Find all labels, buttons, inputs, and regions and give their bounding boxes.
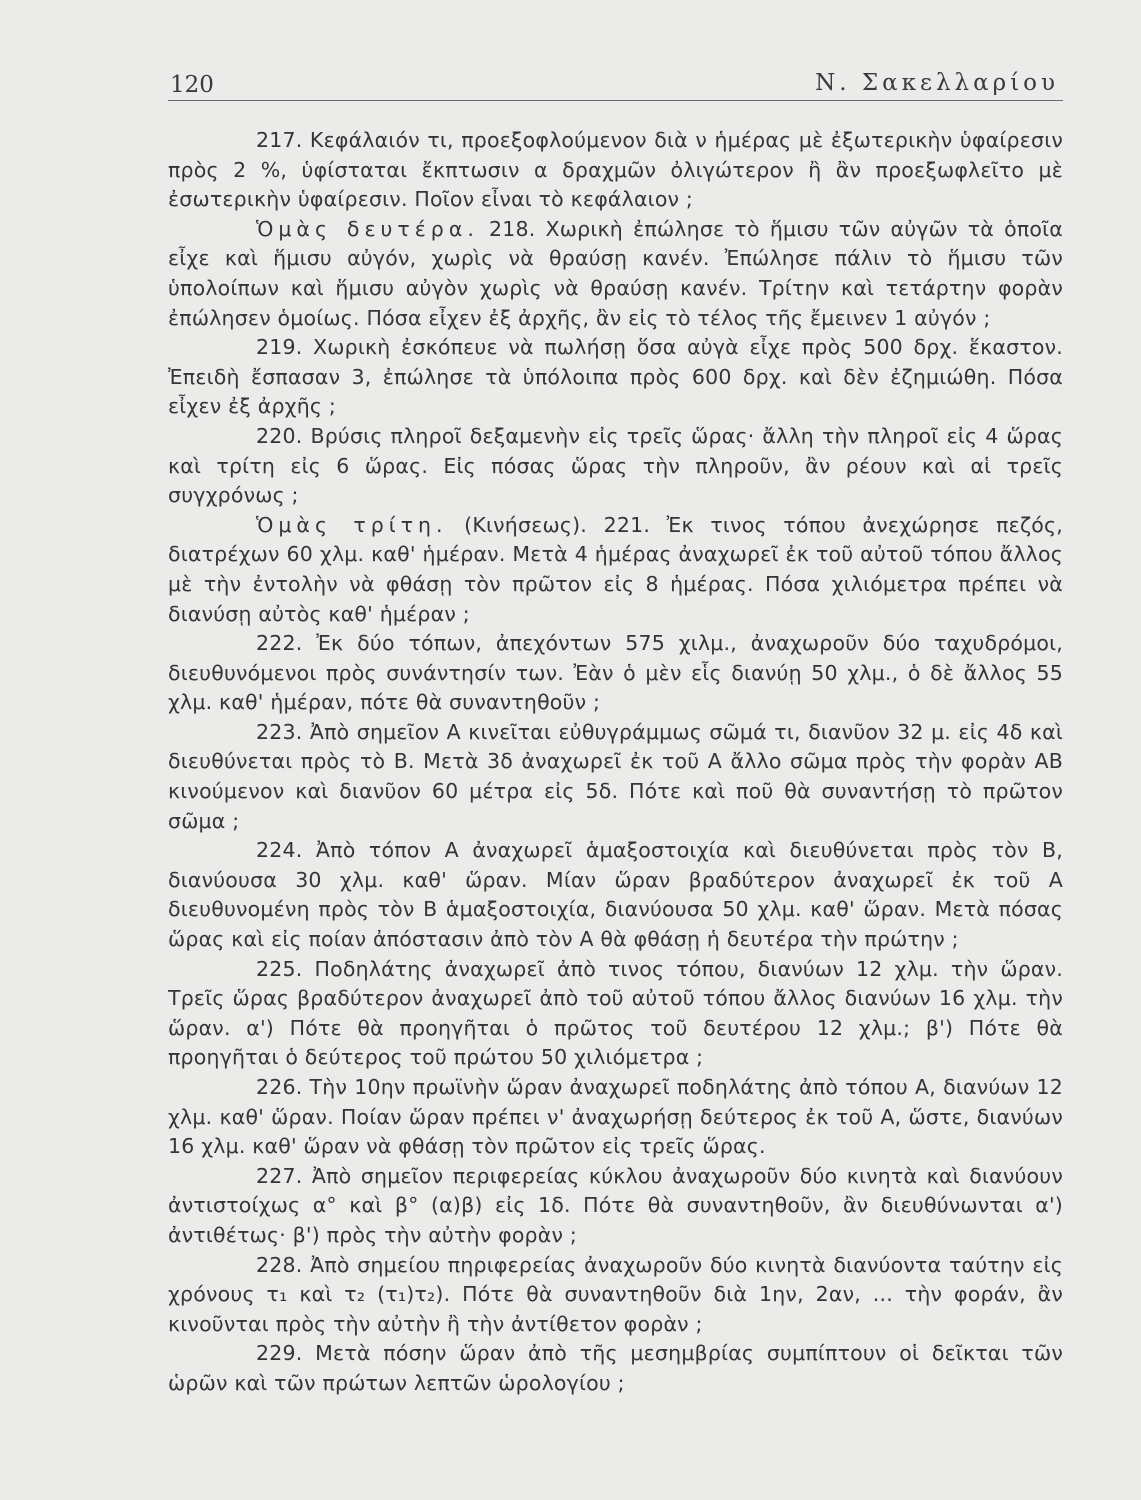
exercise-223: 223. Ἀπὸ σημεῖον Α κινεῖται εὐθυγράμμως σῶμά τι, διανῦον 32 μ. εἰς 4δ καὶ διευθύνεται πρὸς τὸ Β. Μετὰ 3δ ἀναχωρεῖ ἐκ τοῦ Α ἄλλο σῶμα πρὸς τὴν φορὰν ΑΒ κινούμενον καὶ διανῦον 60 μέτρα εἰς 5δ. Πότε καὶ ποῦ θὰ συναντήσῃ τὸ πρῶτον σῶμα ;: [168, 719, 1063, 833]
page-header: [168, 66, 1063, 101]
page-body: [168, 126, 1063, 1399]
exercise-228: 228. Ἀπὸ σημείου πηριφερείας ἀναχωροῦν δύο κινητὰ διανύοντα ταύτην εἰς χρόνους τ₁ καὶ τ₂ (τ₁)τ₂). Πότε θὰ συναντηθοῦν διὰ 1ην, 2αν, ... τὴν φοράν, ἂν κινοῦνται πρὸς τὴν αὐτὴν ἢ τὴν ἀντίθετον φορὰν ;: [168, 1252, 1063, 1336]
exercise-221: Ὁμὰς τρίτη. (Κινήσεως). 221. Ἐκ τινος τόπου ἀνεχώρησε πεζός, διατρέχων 60 χλμ. καθ' ἡμέραν. Μετὰ 4 ἡμέρας ἀναχωρεῖ ἐκ τοῦ αὐτοῦ τόπου ἄλλος μὲ τὴν ἐντολὴν νὰ φθάσῃ τὸν πρῶτον εἰς 8 ἡμέρας. Πόσα χιλιόμετρα πρέπει νὰ διανύσῃ αὐτὸς καθ' ἡμέραν ;: [168, 512, 1063, 626]
exercise-229: 229. Μετὰ πόσην ὥραν ἀπὸ τῆς μεσημβρίας συμπίπτουν οἱ δεῖκται τῶν ὡρῶν καὶ τῶν πρώτων λεπτῶν ὡρολογίου ;: [168, 1341, 1063, 1395]
exercise-217: 217. Κεφάλαιόν τι, προεξοφλούμενον διὰ ν ἡμέρας μὲ ἐξωτερικὴν ὑφαίρεσιν πρὸς 2 %, ὑφίσταται ἔκπτωσιν α δραχμῶν ὀλιγώτερον ἢ ἂν προεξωφλεῖτο μὲ ἐσωτερικὴν ὑφαίρεσιν. Ποῖον εἶναι τὸ κεφάλαιον ;: [168, 128, 1063, 212]
section-label-group-3: Ὁμὰς τρίτη.: [256, 512, 448, 537]
section-label-group-2: Ὁμὰς δευτέρα.: [256, 216, 479, 241]
exercise-222: 222. Ἐκ δύο τόπων, ἀπεχόντων 575 χιλμ., ἀναχωροῦν δύο ταχυδρόμοι, διευθυνόμενοι πρὸς συνάντησίν των. Ἐὰν ὁ μὲν εἷς διανύῃ 50 χλμ., ὁ δὲ ἄλλος 55 χλμ. καθ' ἡμέραν, πότε θὰ συναντηθοῦν ;: [168, 631, 1063, 715]
exercise-219: 219. Χωρικὴ ἐσκόπευε νὰ πωλήσῃ ὅσα αὐγὰ εἶχε πρὸς 500 δρχ. ἕκαστον. Ἐπειδὴ ἔσπασαν 3, ἐπώλησε τὰ ὑπόλοιπα πρὸς 600 δρχ. καὶ δὲν ἐζημιώθη. Πόσα εἶχεν ἐξ ἀρχῆς ;: [168, 335, 1063, 419]
exercise-224: 224. Ἀπὸ τόπον Α ἀναχωρεῖ ἁμαξοστοιχία καὶ διευθύνεται πρὸς τὸν Β, διανύουσα 30 χλμ. καθ' ὥραν. Μίαν ὥραν βραδύτερον ἀναχωρεῖ ἐκ τοῦ Α διευθυνομένη πρὸς τὸν Β ἁμαξοστοιχία, διανύουσα 50 χλμ. καθ' ὥραν. Μετὰ πόσας ὥρας καὶ εἰς ποίαν ἀπόστασιν ἀπὸ τὸν Α θὰ φθάσῃ ἡ δευτέρα τὴν πρώτην ;: [168, 838, 1063, 952]
running-head-author: Ν. Σακελλαρίου: [815, 70, 1059, 96]
page-number: 120: [170, 72, 214, 98]
exercise-225: 225. Ποδηλάτης ἀναχωρεῖ ἀπὸ τινος τόπου, διανύων 12 χλμ. τὴν ὥραν. Τρεῖς ὥρας βραδύτερον ἀναχωρεῖ ἀπὸ τοῦ αὐτοῦ τόπου ἄλλος διανύων 16 χλμ. τὴν ὥραν. α') Πότε θὰ προηγῆται ὁ πρῶτος τοῦ δευτέρου 12 χλμ.; β') Πότε θὰ προηγῆται ὁ δεύτερος τοῦ πρώτου 50 χιλιόμετρα ;: [168, 956, 1063, 1070]
exercise-218: Ὁμὰς δευτέρα. 218. Χωρικὴ ἐπώλησε τὸ ἥμισυ τῶν αὐγῶν τὰ ὁποῖα εἶχε καὶ ἥμισυ αὐγόν, χωρὶς νὰ θραύσῃ κανέν. Ἐπώλησε πάλιν τὸ ἥμισυ τῶν ὑπολοίπων καὶ ἥμισυ αὐγὸν χωρὶς νὰ θραύσῃ κανέν. Τρίτην καὶ τετάρτην φορὰν ἐπώλησεν ὁμοίως. Πόσα εἶχεν ἐξ ἀρχῆς, ἂν εἰς τὸ τέλος τῆς ἔμεινεν 1 αὐγόν ;: [168, 216, 1063, 330]
exercise-220: 220. Βρύσις πληροῖ δεξαμενὴν εἰς τρεῖς ὥρας· ἄλλη τὴν πληροῖ εἰς 4 ὥρας καὶ τρίτη εἰς 6 ὥρας. Εἰς πόσας ὥρας τὴν πληροῦν, ἂν ρέουν καὶ αἱ τρεῖς συγχρόνως ;: [168, 423, 1063, 508]
exercise-227: 227. Ἀπὸ σημεῖον περιφερείας κύκλου ἀναχωροῦν δύο κινητὰ καὶ διανύουν ἀντιστοίχως α° καὶ β° (α)β) εἰς 1δ. Πότε θὰ συναντηθοῦν, ἂν διευθύνωνται α') ἀντιθέτως· β') πρὸς τὴν αὐτὴν φορὰν ;: [168, 1163, 1063, 1247]
exercise-226: 226. Τὴν 10ην πρωϊνὴν ὥραν ἀναχωρεῖ ποδηλάτης ἀπὸ τόπου Α, διανύων 12 χλμ. καθ' ὥραν. Ποίαν ὥραν πρέπει ν' ἀναχωρήσῃ δεύτερος ἐκ τοῦ Α, ὥστε, διανύων 16 χλμ. καθ' ὥραν νὰ φθάσῃ τὸν πρῶτον εἰς τρεῖς ὥρας.: [168, 1075, 1063, 1159]
